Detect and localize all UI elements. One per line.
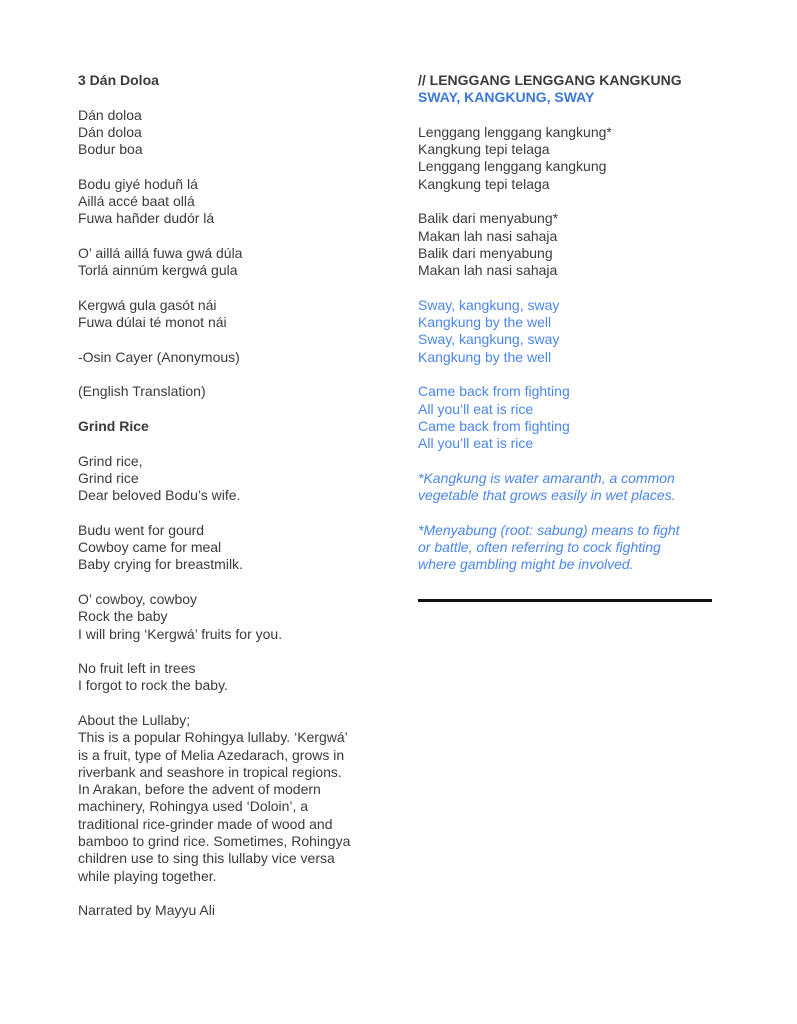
stanza-translation-line: All you’ll eat is rice [418,435,534,452]
stanza-line: Balik dari menyabung* [418,210,559,227]
stanza-line: Balik dari menyabung [418,244,553,261]
stanza [78,176,396,228]
stanza [78,297,396,332]
horizontal-divider [418,599,712,602]
stanza-line: No fruit left in trees [78,660,196,677]
footnote-kangkung [418,470,714,505]
stanza-line: Grind rice [78,469,139,486]
about-paragraph-line: In Arakan, before the advent of modern [78,781,321,798]
stanza [78,245,396,280]
left-column [78,72,396,920]
footnote-menyabung [418,522,714,574]
stanza-translation [418,383,714,452]
translation-title [78,418,396,435]
stanza [78,107,396,159]
stanza-translation-line: Sway, kangkung, sway [418,296,560,313]
stanza-line: O’ aillá aillá fuwa gwá dúla [78,244,243,261]
stanza-line: Aillá accé baat ollá [78,193,195,210]
stanza-line: Lenggang lenggang kangkung [418,158,607,175]
footnote-menyabung-line: *Menyabung (root: sabung) means to fight [418,521,680,538]
stanza-translation [418,297,714,366]
stanza [78,453,396,505]
stanza [78,591,396,643]
song-title-translated [418,89,714,106]
translation-label-line: (English Translation) [78,383,206,400]
translation-title-line: Grind Rice [78,417,149,434]
song-title-translated-line: SWAY, KANGKUNG, SWAY [418,89,595,106]
stanza [418,210,714,279]
attribution [78,349,396,366]
song-title-original [418,72,714,89]
stanza-translation-line: Sway, kangkung, sway [418,331,560,348]
stanza-line: Baby crying for breastmilk. [78,556,243,573]
stanza-line: I forgot to rock the baby. [78,677,228,694]
divider [418,591,714,602]
about-paragraph-line: bamboo to grind rice. Sometimes, Rohingya [78,833,351,850]
about-paragraph-line: traditional rice-grinder made of wood and [78,815,333,832]
stanza-line: Rock the baby [78,608,168,625]
about-paragraph-line: machinery, Rohingya used ‘Doloin’, a [78,798,309,815]
stanza-line: Makan lah nasi sahaja [418,227,558,244]
stanza-line: I will bring ‘Kergwá’ fruits for you. [78,625,283,642]
stanza-translation-line: Came back from fighting [418,417,570,434]
stanza-translation-line: Kangkung by the well [418,314,552,331]
narrator-credit-line: Narrated by Mayyu Ali [78,902,215,919]
footnote-kangkung-line: *Kangkung is water amaranth, a common [418,469,675,486]
stanza [78,522,396,574]
stanza-line: Cowboy came for meal [78,539,222,556]
about-paragraph-line: while playing together. [78,867,217,884]
song-number-title-line: 3 Dán Doloa [78,72,159,88]
stanza-line: Kangkung tepi telaga [418,175,550,192]
right-column [418,72,714,602]
stanza-translation-line: Kangkung by the well [418,348,552,365]
footnote-menyabung-line: or battle, often referring to cock fighting [418,539,661,556]
stanza [78,660,396,695]
stanza-line: Torlá ainnúm kergwá gula [78,262,238,279]
attribution-line: -Osin Cayer (Anonymous) [78,348,240,365]
about-paragraph-line: children use to sing this lullaby vice versa [78,850,335,867]
translation-label [78,383,396,400]
stanza-line: Dán doloa [78,106,142,123]
stanza-line: Budu went for gourd [78,521,205,538]
about-paragraph-line: This is a popular Rohingya lullaby. ‘Kergwá’ [78,729,348,746]
narrator-credit [78,902,396,919]
stanza-line: Kergwá gula gasót nái [78,296,217,313]
about-paragraph-line: riverbank and seashore in tropical regions. [78,763,342,780]
song-title-original-line: // LENGGANG LENGGANG KANGKUNG [418,72,682,88]
stanza-line: Grind rice, [78,452,143,469]
about-paragraph-line: is a fruit, type of Melia Azedarach, grows in [78,746,345,763]
stanza-line: Dán doloa [78,123,142,140]
about-paragraph-line: About the Lullaby; [78,711,191,728]
stanza-line: Bodur boa [78,141,143,158]
stanza-translation-line: Came back from fighting [418,383,570,400]
stanza-line: Fuwa dúlai té monot nái [78,314,227,331]
about-paragraph [78,712,396,885]
stanza-translation-line: All you’ll eat is rice [418,400,534,417]
stanza-line: Fuwa hañder dudór lá [78,210,215,227]
stanza [418,124,714,193]
stanza-line: Bodu giyé hoduñ lá [78,175,198,192]
stanza-line: Dear beloved Bodu’s wife. [78,487,241,504]
song-number-title [78,72,396,89]
stanza-line: Makan lah nasi sahaja [418,262,558,279]
footnote-kangkung-line: vegetable that grows easily in wet places. [418,487,676,504]
stanza-line: O’ cowboy, cowboy [78,590,198,607]
stanza-line: Kangkung tepi telaga [418,141,550,158]
stanza-line: Lenggang lenggang kangkung* [418,123,612,140]
footnote-menyabung-line: where gambling might be involved. [418,556,634,573]
